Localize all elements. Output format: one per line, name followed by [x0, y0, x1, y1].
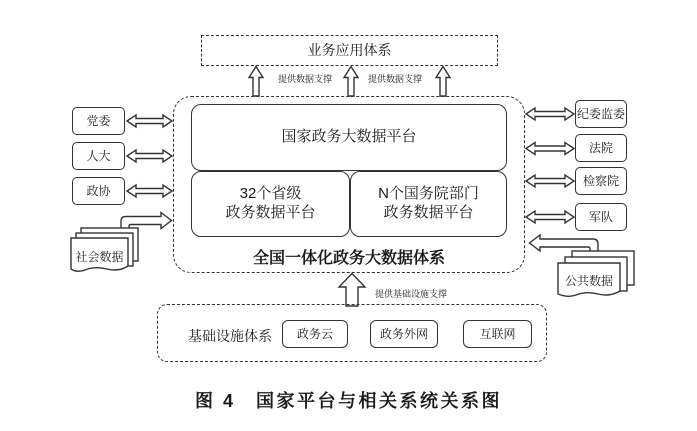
node-military: 军队: [575, 203, 627, 231]
node-gov-cloud: 政务云: [282, 320, 348, 348]
node-peoples-congress: 人大: [72, 142, 125, 170]
double-arrow-icon: [127, 115, 172, 197]
node-party-committee: 党委: [72, 107, 125, 135]
integrated-system-label: 全国一体化政务大数据体系: [252, 250, 445, 267]
ministry-platforms-line1: N个国务院部门: [378, 185, 479, 203]
provincial-platforms-line1: 32个省级: [239, 185, 302, 203]
infrastructure-system-label: 基础设施体系: [188, 328, 272, 344]
provincial-platforms-box: [191, 171, 350, 237]
public-data-label: 公共数据: [564, 274, 613, 288]
node-internet: 互联网: [463, 320, 532, 348]
social-data-label: 社会数据: [75, 250, 124, 264]
node-discipline-commission: 纪委监委: [575, 100, 627, 128]
node-gov-extranet: 政务外网: [370, 320, 438, 348]
node-cppcc: 政协: [72, 177, 125, 205]
business-application-system-box: [201, 35, 498, 66]
data-support-label-right: 提供数据支撑: [368, 74, 423, 84]
national-gov-bigdata-platform-label: 国家政务大数据平台: [281, 128, 417, 146]
national-gov-bigdata-platform-box: [191, 104, 507, 171]
node-procuratorate: 检察院: [575, 167, 627, 195]
double-arrow-icon: [526, 108, 574, 223]
provincial-platforms-line2: 政务数据平台: [225, 204, 316, 221]
infra-support-label: 提供基础设施支撑: [375, 289, 448, 299]
ministry-platforms-box: [350, 171, 507, 237]
data-support-label-left: 提供数据支撑: [278, 74, 333, 84]
block-up-arrow-icon: [339, 274, 365, 307]
business-application-system-label: 业务应用体系: [307, 41, 392, 58]
figure-caption: 图 4 国家平台与相关系统关系图: [194, 391, 502, 411]
node-court: 法院: [575, 134, 627, 162]
ministry-platforms-line2: 政务数据平台: [383, 204, 474, 221]
